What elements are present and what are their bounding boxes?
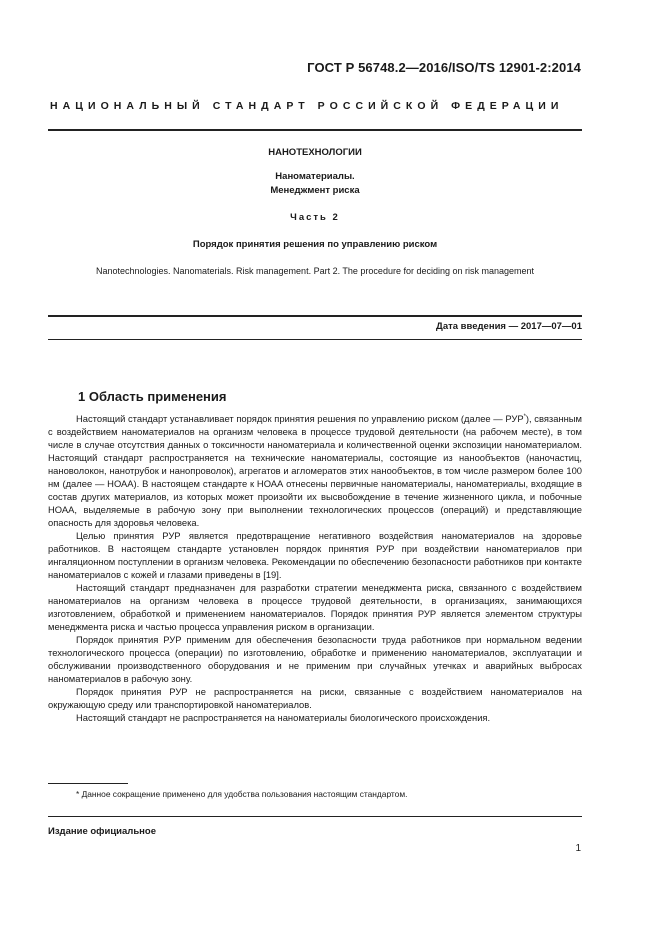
paragraph: Порядок принятия РУР применим для обеспечения безопасности труда работников при нормальном ведении технологического процесса (операции) по изготовлению, обработке и применению наноматериалов, эксплуатации и обслуживании производственного оборудования и не применим при случайных утечках и аварийных выбросах наноматериалов в рабочую зону. (48, 634, 582, 684)
part-label: Часть 2 (290, 212, 340, 223)
title-divider (48, 315, 582, 317)
standard-type-heading: НАЦИОНАЛЬНЫЙ СТАНДАРТ РОССИЙСКОЙ ФЕДЕРАЦИИ (50, 100, 564, 112)
english-title: Nanotechnologies. Nanomaterials. Risk management. Part 2. The procedure for deciding on risk management (95, 266, 535, 276)
footer-divider (48, 816, 582, 817)
paragraph: Настоящий стандарт устанавливает порядок принятия решения по управлению риском (далее — РУР*), связанным с воздействием наноматериалов на организм человека в процессе трудовой деятельности (на рабочем месте), в том числе в случае отсутствия данных о токсичности наноматериала и количественной оценки экспозиции наноматериалом. Настоящий стандарт распространяется на технические наноматериалы, состоящие из нанообъектов (наночастиц, нановолокон, нанотрубок и нанопроволок), агрегатов и агломератов этих нанообъектов, в том числе размером более 100 нм (далее — НОАА). В настоящем стандарте к НОАА отнесены первичные наноматериалы, наноматериалы, входящие в состав других материалов, из которых может произойти их высвобождение в течение жизненного цикла, и побочные НОАА, выделяемые в рабочую зону при выполнении технологических процессов (операций) и представляющие опасность для здоровья человека. (48, 413, 582, 528)
paragraph: Порядок принятия РУР не распространяется на риски, связанные с воздействием наноматериалов на окружающую среду или транспортировкой наноматериалов. (48, 686, 582, 710)
paragraph: Настоящий стандарт не распространяется на наноматериалы биологического происхождения. (76, 712, 491, 723)
header-divider (48, 129, 582, 131)
section-body (48, 412, 582, 724)
footnote-divider (48, 783, 128, 784)
main-title: НАНОТЕХНОЛОГИИ (268, 147, 362, 158)
subtitle-line-2: Менеджмент риска (270, 185, 360, 196)
section-heading: 1 Область применения (78, 389, 227, 404)
document-id: ГОСТ Р 56748.2—2016/ISO/TS 12901-2:2014 (307, 60, 581, 75)
paragraph: Настоящий стандарт предназначен для разработки стратегии менеджмента риска, связанного с воздействием наноматериалов на организм человека в процессе трудовой деятельности, в организациях, занимающихся изготовлением, обработкой и применением наноматериалов. Порядок принятия РУР является элементом структуры менеджмента риска и частью процесса управления риском в организации. (48, 582, 582, 632)
footnote: * Данное сокращение применено для удобства пользования настоящим стандартом. (76, 789, 408, 799)
official-edition-label: Издание официальное (48, 826, 156, 837)
subtitle-line-1: Наноматериалы. (275, 171, 355, 182)
paragraph: Целью принятия РУР является предотвращение негативного воздействия наноматериалов на здоровье работников. В настоящем стандарте установлен порядок принятия РУР при воздействии наноматериалов при ингаляционном поступлении в организм человека. Рекомендации по обеспечению безопасности работников при контакте наноматериалов с кожей и глазами приведены в [19]. (48, 530, 582, 580)
part-title: Порядок принятия решения по управлению риском (192, 239, 438, 250)
date-divider (48, 339, 582, 340)
footnote-marker: * (523, 413, 526, 420)
introduction-date: Дата введения — 2017—07—01 (436, 321, 582, 332)
page-number: 1 (575, 843, 581, 854)
